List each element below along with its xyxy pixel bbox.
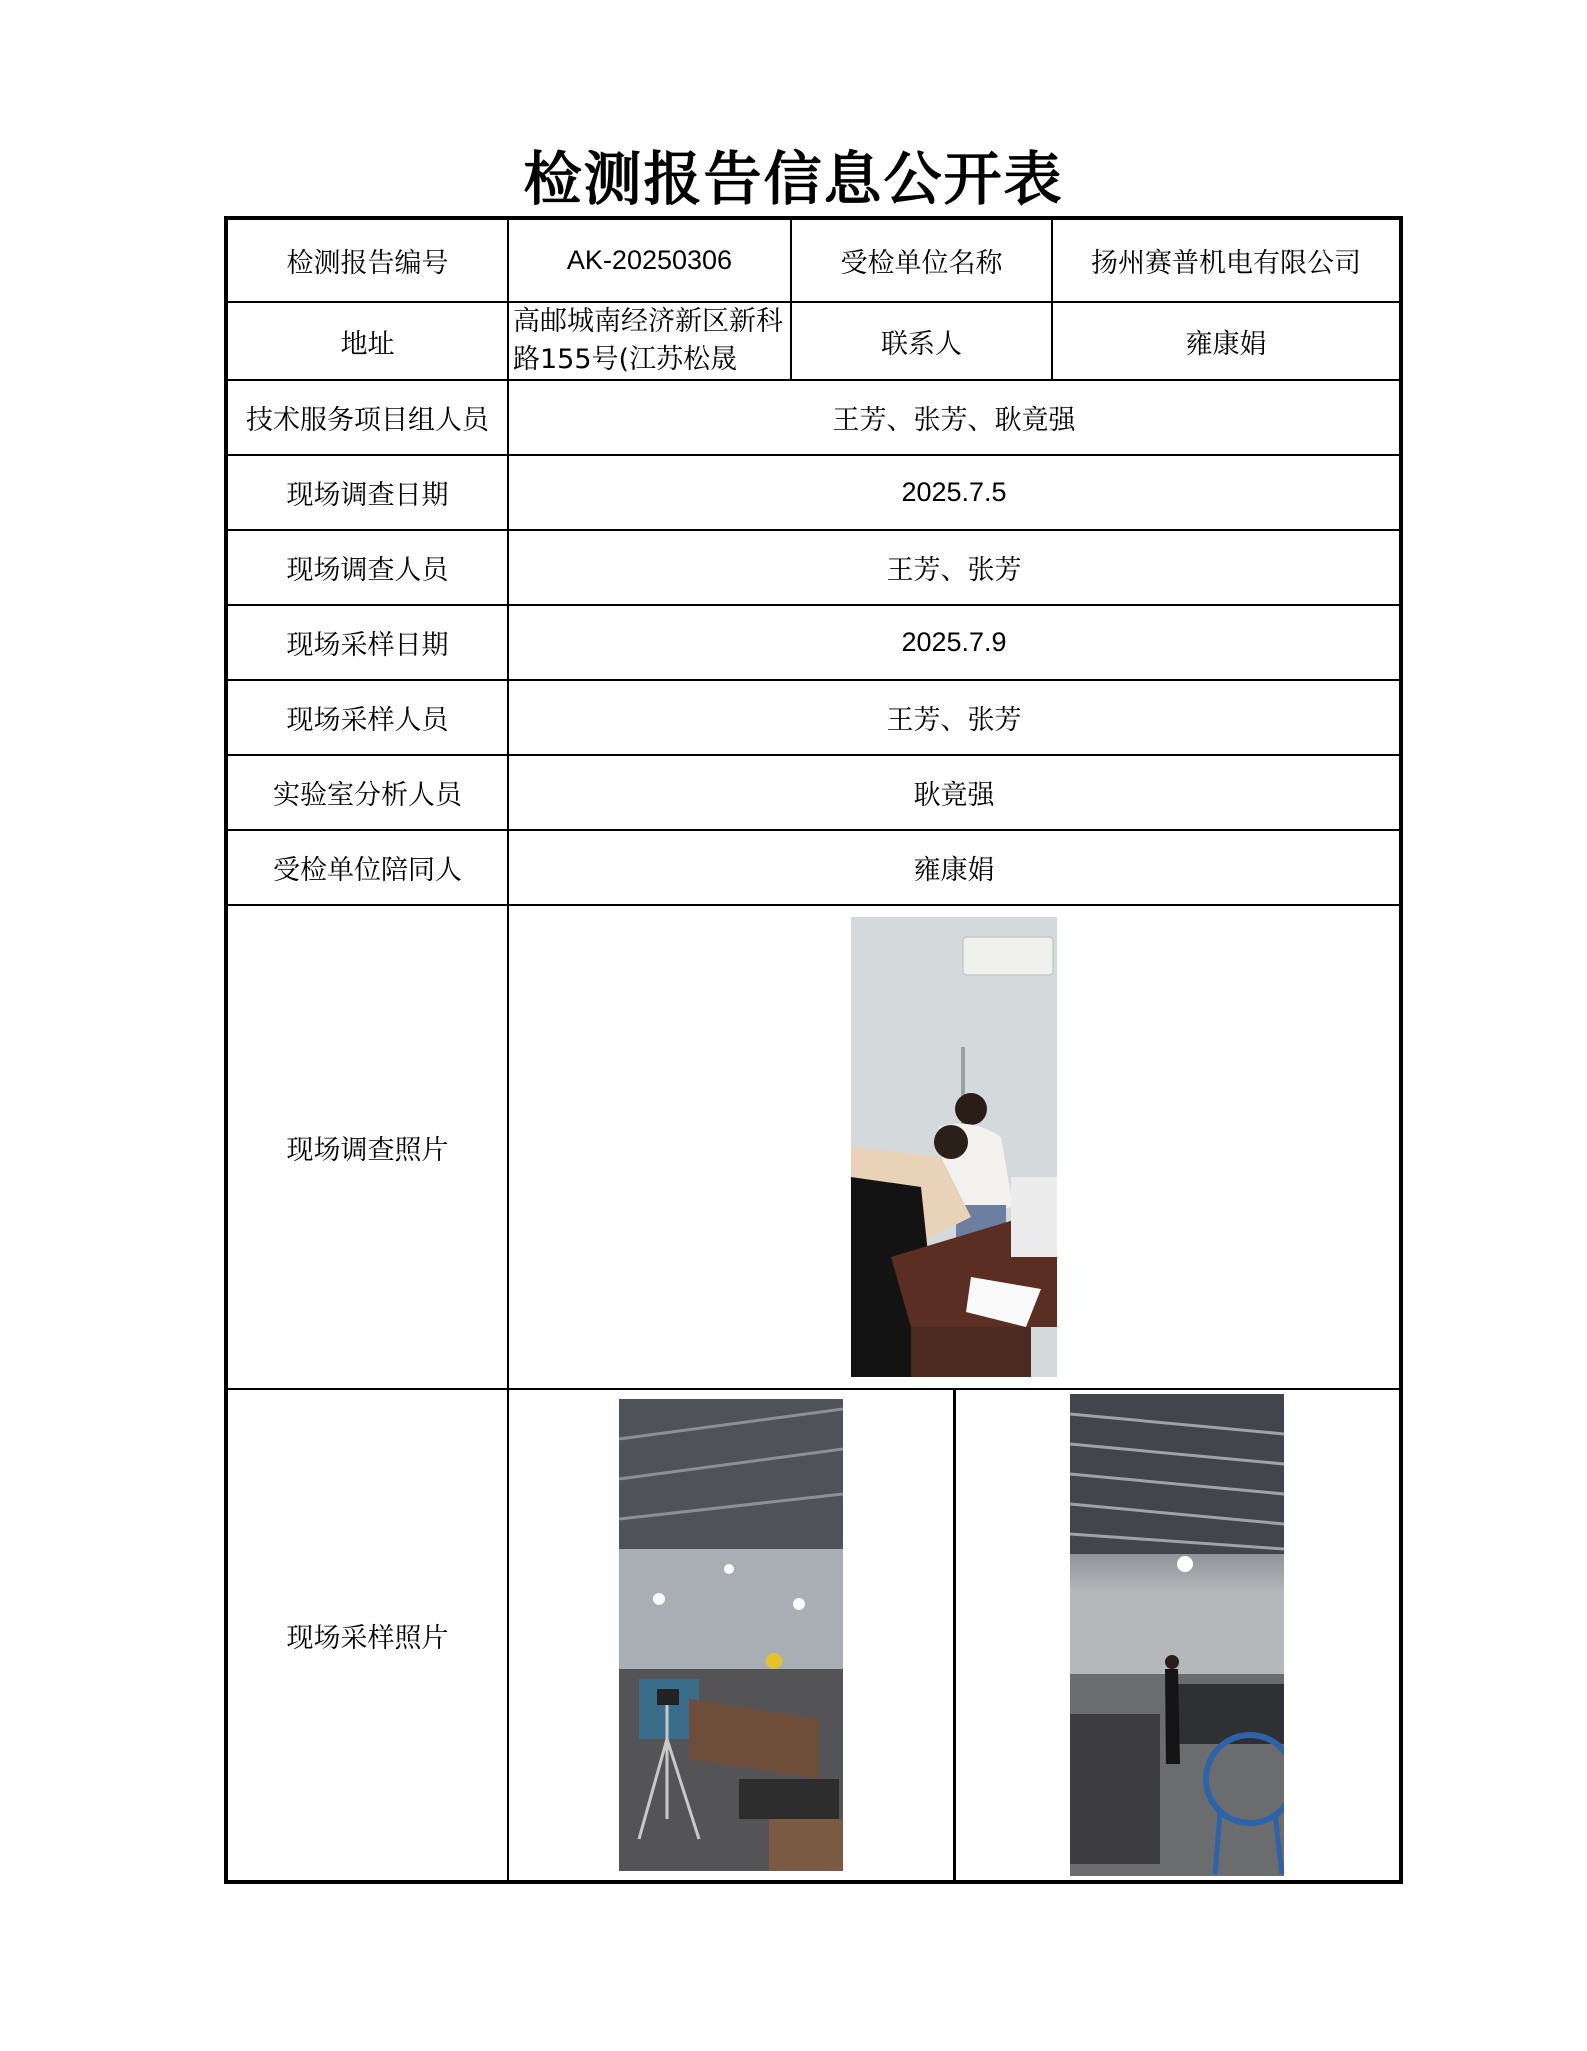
table-row bbox=[226, 1389, 1401, 1882]
survey-photo-cell bbox=[508, 905, 1401, 1389]
escort-label: 受检单位陪同人 bbox=[226, 830, 508, 905]
contact-label: 联系人 bbox=[791, 302, 1052, 380]
survey-photo-drawing bbox=[851, 917, 1057, 1377]
table-row bbox=[226, 530, 1401, 605]
team-label: 技术服务项目组人员 bbox=[226, 380, 508, 455]
inspected-unit-value: 扬州赛普机电有限公司 bbox=[1052, 218, 1401, 302]
survey-staff-value: 王芳、张芳 bbox=[508, 530, 1401, 605]
address-label: 地址 bbox=[226, 302, 508, 380]
sampling-photo-label: 现场采样照片 bbox=[226, 1389, 508, 1882]
survey-photo bbox=[851, 917, 1057, 1377]
address-value: 高邮城南经济新区新科路155号(江苏松晟 bbox=[513, 306, 783, 375]
table-row bbox=[226, 905, 1401, 1389]
table-row bbox=[226, 680, 1401, 755]
sampling-photo-left-cell bbox=[509, 1390, 953, 1880]
report-no-label: 检测报告编号 bbox=[226, 218, 508, 302]
sampling-photo-right bbox=[1070, 1394, 1284, 1876]
page-title: 检测报告信息公开表 bbox=[523, 145, 1064, 213]
sampling-photo-left bbox=[619, 1399, 843, 1871]
sampling-staff-value: 王芳、张芳 bbox=[508, 680, 1401, 755]
table-row bbox=[226, 380, 1401, 455]
sampling-photo-split bbox=[509, 1390, 1399, 1880]
sampling-photo-cell bbox=[508, 1389, 1401, 1882]
table-row bbox=[226, 830, 1401, 905]
team-value: 王芳、张芳、耿竟强 bbox=[508, 380, 1401, 455]
sampling-photo-left-drawing bbox=[619, 1399, 843, 1871]
table-row bbox=[226, 218, 1401, 302]
table-row bbox=[226, 302, 1401, 380]
survey-staff-label: 现场调查人员 bbox=[226, 530, 508, 605]
escort-value: 雍康娟 bbox=[508, 830, 1401, 905]
sampling-date-value: 2025.7.9 bbox=[508, 605, 1401, 680]
lab-staff-value: 耿竟强 bbox=[508, 755, 1401, 830]
inspected-unit-label: 受检单位名称 bbox=[791, 218, 1052, 302]
survey-date-value: 2025.7.5 bbox=[508, 455, 1401, 530]
table-row bbox=[226, 455, 1401, 530]
table-row bbox=[226, 605, 1401, 680]
sampling-staff-label: 现场采样人员 bbox=[226, 680, 508, 755]
sampling-photo-right-cell bbox=[953, 1390, 1400, 1880]
survey-photo-label: 现场调查照片 bbox=[226, 905, 508, 1389]
info-table bbox=[224, 216, 1403, 1884]
contact-value: 雍康娟 bbox=[1052, 302, 1401, 380]
survey-date-label: 现场调查日期 bbox=[226, 455, 508, 530]
sampling-date-label: 现场采样日期 bbox=[226, 605, 508, 680]
sampling-photo-right-drawing bbox=[1070, 1394, 1284, 1876]
lab-staff-label: 实验室分析人员 bbox=[226, 755, 508, 830]
address-cell bbox=[508, 302, 791, 380]
report-no-value: AK-20250306 bbox=[508, 218, 791, 302]
table-row bbox=[226, 755, 1401, 830]
